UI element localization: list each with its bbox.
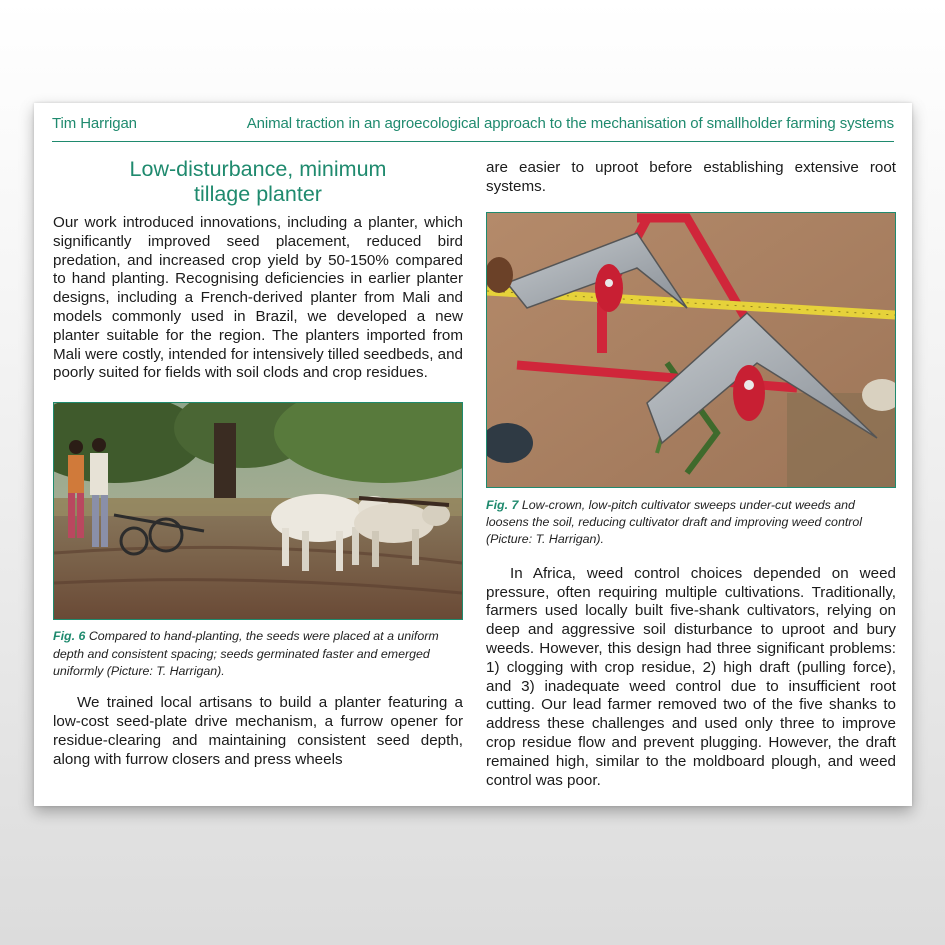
section-title: Low-disturbance, minimum tillage planter bbox=[129, 157, 387, 206]
left-column bbox=[53, 153, 463, 770]
figure-6-caption-text: Compared to hand-planting, the seeds were placed at a uniform depth and consistent spacing; seeds germinated faster and emerged uniformly (Picture: T. Harrigan). bbox=[53, 629, 439, 678]
right-paragraph-2: In Africa, weed control choices depended on weed pressure, often requiring multiple cultivations. Traditionally, farmers used locally built five-shank cultivators, relying on deep and aggressive soil disturbance to uproot and bury weeds. However, this design had three significant problems: 1) clogging with crop residue, 2) high draft (pulling force), and 3) inadequate weed control due to insufficient root cutting. Our lead farmer removed two of the five shanks to address these challenges and used only three to improve crop residue flow and prevent plugging. However, the draft remained high, similar to the moldboard plough, and weed control was poor. bbox=[486, 564, 896, 789]
document-page bbox=[34, 103, 912, 806]
cultivator-sweeps-photo bbox=[487, 213, 895, 487]
figure-6-photo bbox=[53, 402, 463, 620]
figure-7-caption-text: Low-crown, low-pitch cultivator sweeps under-cut weeds and loosens the soil, reducing cultivator draft and improving weed control (Picture: T. Harrigan). bbox=[486, 497, 863, 547]
left-paragraph-1: Our work introduced innovations, including a planter, which significantly improved seed placement, reduced bird predation, and increased crop yield by 50-150% compared to hand planting. Recognising deficiencies in earlier planter designs, including a French-derived planter from Mali and models commonly used in Brazil, we developed a new planter suitable for the region. The planters imported from Mali were costly, intended for intensively tilled seedbeds, and poorly suited for fields with soil clods and crop residues. bbox=[53, 214, 464, 382]
right-column bbox=[486, 159, 896, 790]
header-author: Tim Harrigan bbox=[52, 115, 137, 132]
figure-6-label: Fig. 6 bbox=[53, 629, 86, 644]
oxen-planting-photo bbox=[54, 403, 462, 619]
running-header bbox=[52, 115, 894, 142]
figure-7-caption bbox=[486, 497, 896, 549]
figure-7-photo bbox=[486, 212, 896, 488]
right-paragraph-1: are easier to uproot before establishing extensive root systems. bbox=[486, 159, 896, 195]
header-running-title: Animal traction in an agroecological approach to the mechanisation of smallholder farming systems bbox=[246, 115, 894, 132]
figure-7-label: Fig. 7 bbox=[486, 497, 519, 512]
left-paragraph-2: We trained local artisans to build a planter featuring a low-cost seed-plate drive mechanism, a furrow opener for residue-clearing and maintaining consistent seed depth, along with furrow closers and press wheels bbox=[53, 694, 463, 768]
figure-6-caption bbox=[53, 628, 463, 680]
